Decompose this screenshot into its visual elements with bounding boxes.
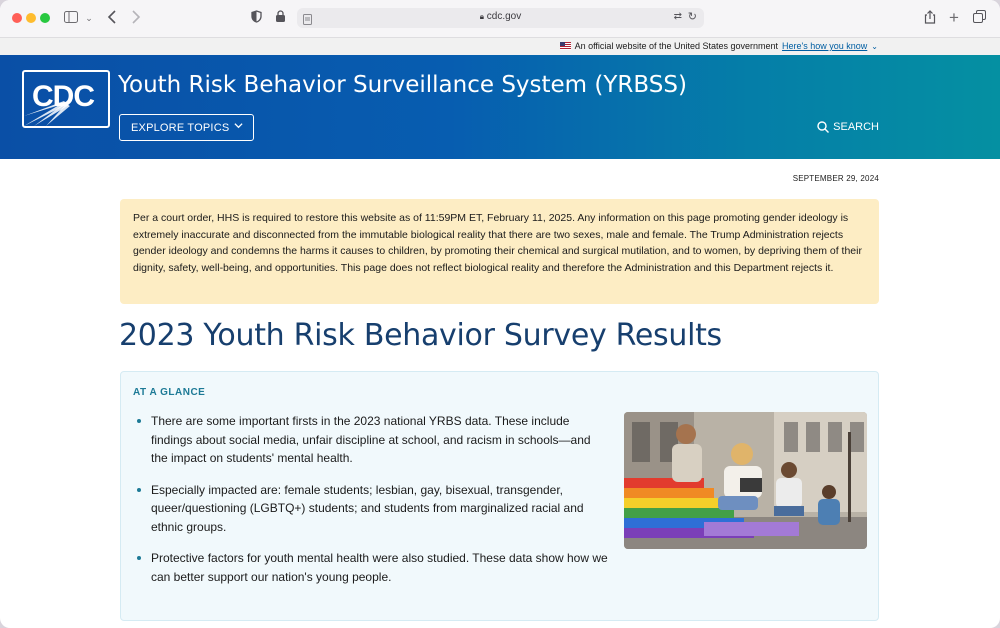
minimize-window-button[interactable] bbox=[26, 13, 36, 23]
site-header bbox=[0, 55, 1000, 159]
cdc-logo[interactable] bbox=[22, 70, 110, 128]
explore-topics-button[interactable] bbox=[119, 114, 254, 141]
explore-topics-label: EXPLORE TOPICS bbox=[131, 122, 230, 134]
court-order-notice: Per a court order, HHS is required to restore this website as of 11:59PM ET, February 11, 2025. Any information on this page promoting gender ideology is extremely inaccurate and disconnected from the immutable biological reality that there are two sexes, male and female. The Trump Administration rejects gender ideology and condemns the harms it causes to children, by promoting their chemical and surgical mutilation, and to women, by depriving them of their dignity, safety, well-being, and opportunities. This page does not reflect biological reality and therefore the Administration and this Department rejects it. bbox=[120, 199, 879, 304]
page-title: 2023 Youth Risk Behavior Survey Results bbox=[119, 318, 722, 353]
list-item: Especially impacted are: female students; lesbian, gay, bisexual, transgender, queer/questioning (LGBTQ+) students; and students from marginalized racial and ethnic groups. bbox=[135, 481, 610, 537]
lock-icon: 🔒︎ bbox=[479, 12, 484, 21]
at-a-glance-box bbox=[120, 371, 879, 621]
students-photo bbox=[624, 412, 867, 549]
list-item: There are some important firsts in the 2023 national YRBS data. These include findings about social media, unfair discipline at school, and racism in schools—and the impact on students' mental health. bbox=[135, 412, 610, 468]
chevron-down-icon[interactable]: ⌄ bbox=[871, 41, 878, 51]
at-a-glance-title: AT A GLANCE bbox=[133, 387, 206, 398]
at-a-glance-list bbox=[135, 412, 610, 599]
search-button[interactable] bbox=[817, 121, 879, 133]
page-date: SEPTEMBER 29, 2024 bbox=[792, 174, 879, 183]
zoom-window-button[interactable] bbox=[40, 13, 50, 23]
search-label: SEARCH bbox=[833, 121, 879, 133]
search-icon bbox=[817, 121, 829, 133]
logo-text: CDC bbox=[32, 80, 94, 113]
chevron-down-icon bbox=[234, 121, 243, 130]
new-tab-icon[interactable]: + bbox=[949, 8, 959, 27]
close-window-button[interactable] bbox=[12, 13, 22, 23]
tab-overview-icon[interactable] bbox=[972, 10, 986, 26]
url-text: 🔒︎ cdc.gov bbox=[479, 11, 522, 22]
reload-icon[interactable]: ↻ bbox=[687, 11, 697, 23]
privacy-icon[interactable] bbox=[274, 10, 286, 26]
gov-banner-link[interactable]: Here's how you know bbox=[782, 41, 868, 51]
us-flag-icon bbox=[560, 42, 571, 50]
chevron-down-icon[interactable]: ⌄ bbox=[85, 13, 93, 23]
sidebar-toggle-icon[interactable] bbox=[64, 10, 78, 26]
browser-toolbar bbox=[0, 0, 1000, 38]
address-bar[interactable] bbox=[297, 8, 704, 28]
shield-icon[interactable] bbox=[250, 10, 262, 26]
gov-banner bbox=[0, 38, 1000, 55]
site-title[interactable]: Youth Risk Behavior Surveillance System (YRBSS) bbox=[118, 72, 687, 98]
forward-icon[interactable] bbox=[130, 10, 142, 26]
list-item: Protective factors for youth mental health were also studied. These data show how we can better support our nation's young people. bbox=[135, 549, 610, 586]
translate-icon[interactable]: ⇄ bbox=[673, 11, 682, 22]
gov-banner-text: An official website of the United States government bbox=[574, 41, 779, 51]
back-icon[interactable] bbox=[106, 10, 118, 26]
share-icon[interactable] bbox=[924, 10, 936, 26]
